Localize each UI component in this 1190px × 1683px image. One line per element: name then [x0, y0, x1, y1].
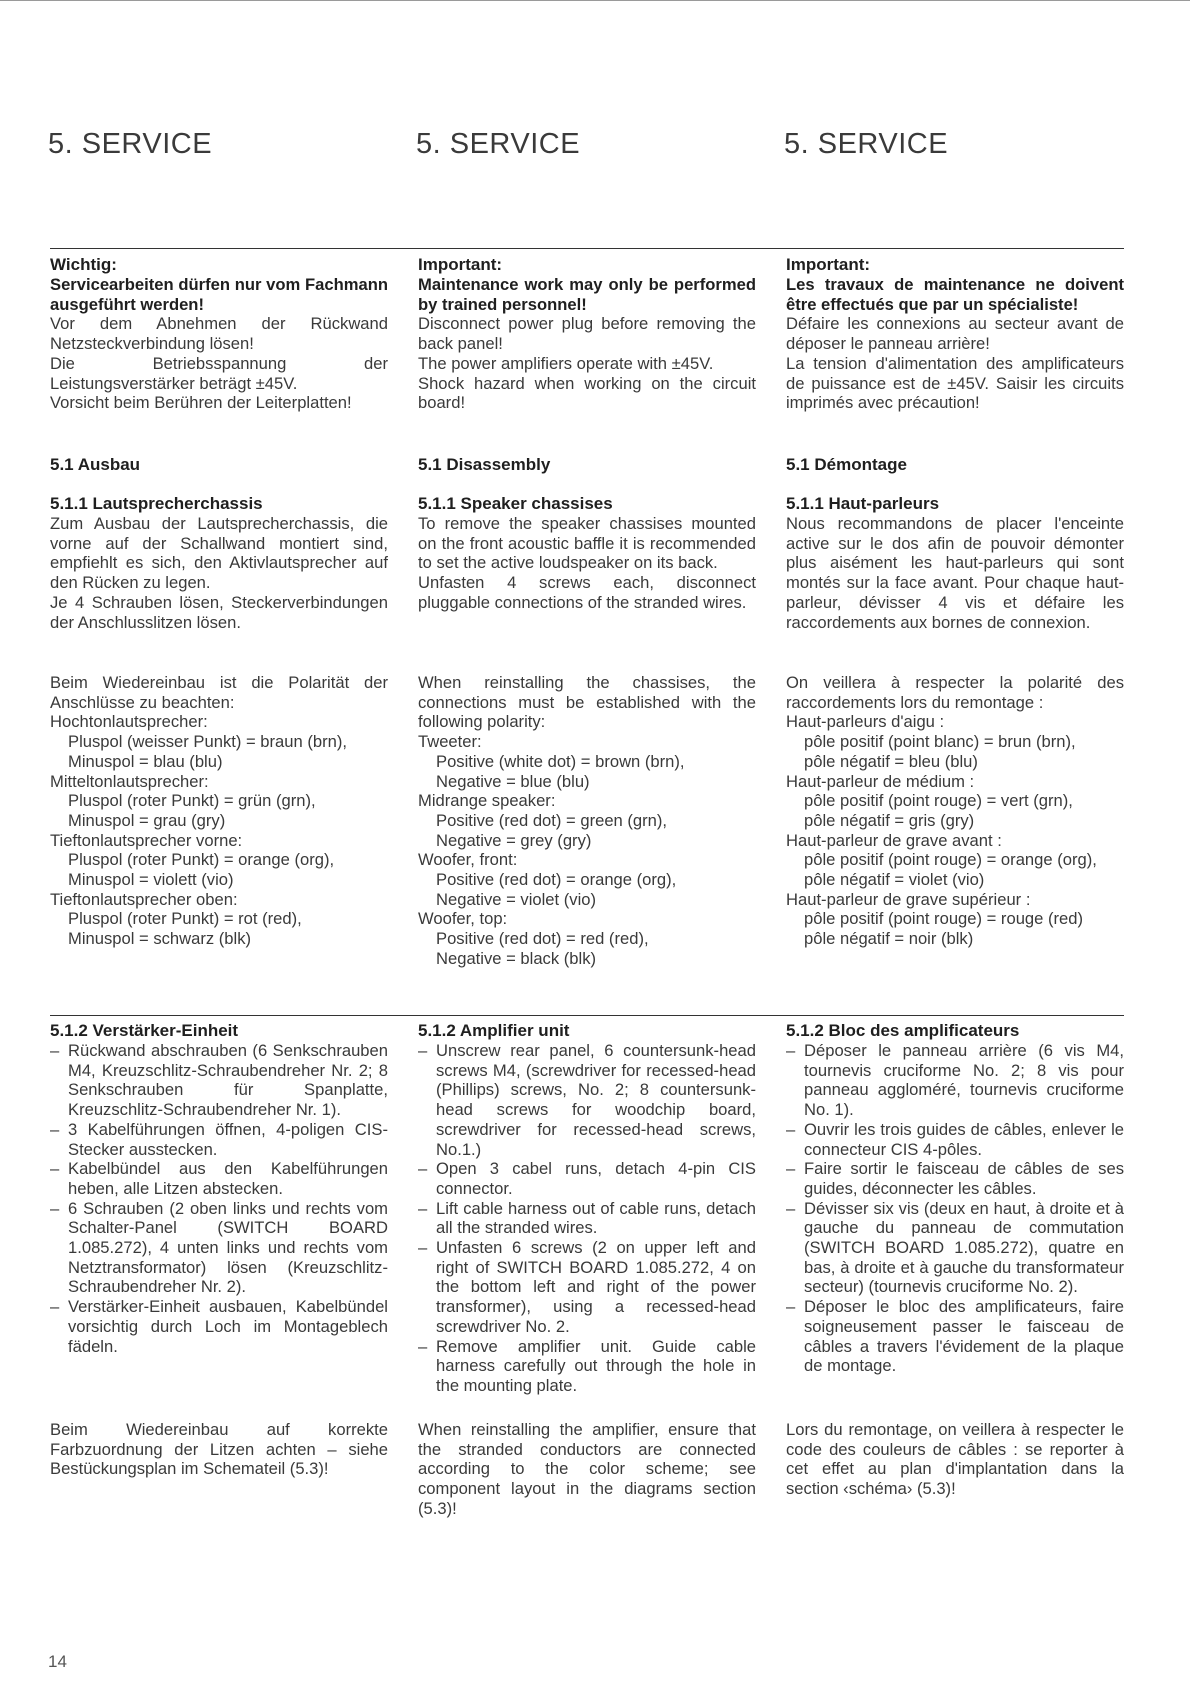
amplifier-block-en	[418, 1021, 756, 1396]
polarity-positive: pôle positif (point rouge) = rouge (red)	[804, 909, 1084, 929]
reinstall-note: Lors du remontage, on veillera à respecter le code des couleurs de câbles : se reporter à cet effet au plan d'implantation dans la section ‹schéma› (5.3)!	[786, 1420, 1124, 1499]
polarity-block-fr	[786, 673, 1124, 949]
step-item: – Verstärker-Einheit ausbauen, Kabelbündel vorsichtig durch Loch im Montageblech fädeln.	[50, 1297, 388, 1356]
polarity-label: Woofer, top:	[418, 909, 508, 929]
step-item: – 3 Kabelführungen öffnen, 4-poligen CIS-Stecker ausstecken.	[50, 1120, 388, 1159]
top-divider	[50, 248, 1124, 249]
polarity-negative: Negative = grey (gry)	[436, 830, 592, 850]
polarity-positive: Positive (red dot) = green (grn),	[436, 810, 668, 830]
important-label: Important:	[418, 255, 503, 274]
section-5-1-2-heading: 5.1.2 Amplifier unit	[418, 1021, 570, 1040]
polarity-intro: Beim Wiedereinbau ist die Polarität der Anschlüsse zu beachten:	[50, 673, 388, 712]
polarity-negative: pôle négatif = violet (vio)	[804, 870, 985, 890]
polarity-label: Haut-parleurs d'aigu :	[786, 712, 945, 732]
polarity-negative: Minuspol = schwarz (blk)	[68, 929, 252, 949]
polarity-label: Haut-parleur de médium :	[786, 771, 975, 791]
steps-list	[418, 1041, 756, 1396]
important-label: Wichtig:	[50, 255, 117, 274]
polarity-positive: Positive (red dot) = red (red),	[436, 929, 649, 949]
section-text: Nous recommandons de placer l'enceinte active sur le dos afin de pouvoir démonter plus aisément les haut-parleurs qui sont montés sur la face avant. Pour chaque haut-parleur, dévisser 4 vis et défaire les raccordements aux bornes de connexion.	[786, 514, 1124, 632]
step-item: – Unfasten 6 screws (2 on upper left and right of SWITCH BOARD 1.085.272, 4 on the bottom left and right of the power transformer), using a recessed-head screwdriver No. 2.	[418, 1238, 756, 1337]
top-border-line	[0, 0, 1190, 1]
step-item: – Open 3 cabel runs, detach 4-pin CIS connector.	[418, 1159, 756, 1198]
step-item: – Remove amplifier unit. Guide cable harness carefully out through the hole in the mounting plate.	[418, 1337, 756, 1396]
step-item: – Kabelbündel aus den Kabelführungen heben, alle Litzen abstecken.	[50, 1159, 388, 1198]
important-text: Vorsicht beim Berühren der Leiterplatten!	[50, 393, 352, 413]
important-warning: Servicearbeiten dürfen nur vom Fachmann ausgeführt werden!	[50, 275, 388, 314]
polarity-negative: Minuspol = blau (blu)	[68, 751, 223, 771]
page-title-en: 5. SERVICE	[416, 128, 581, 160]
section-text: Unfasten 4 screws each, disconnect pluggable connections of the stranded wires.	[418, 573, 756, 612]
polarity-block-de	[50, 673, 388, 949]
polarity-positive: Positive (white dot) = brown (brn),	[436, 751, 685, 771]
polarity-positive: Pluspol (weisser Punkt) = braun (brn),	[68, 732, 347, 752]
important-text: Défaire les connexions au secteur avant de déposer le panneau arrière!	[786, 314, 1124, 354]
amplifier-block-de	[50, 1021, 388, 1356]
important-block-en	[418, 255, 756, 413]
polarity-label: Woofer, front:	[418, 850, 518, 870]
speaker-chassis-block-en	[418, 494, 756, 613]
step-item: – Ouvrir les trois guides de câbles, enlever le connecteur CIS 4-pôles.	[786, 1120, 1124, 1159]
reinstall-note: When reinstalling the amplifier, ensure that the stranded conductors are connected according to the color scheme; see component layout in the diagrams section (5.3)!	[418, 1420, 756, 1518]
page-number: 14	[48, 1652, 67, 1671]
section-5-1-heading: 5.1 Ausbau	[50, 455, 141, 474]
important-warning: Maintenance work may only be performed by trained personnel!	[418, 275, 756, 314]
amplifier-block-fr	[786, 1021, 1124, 1376]
speaker-chassis-block-de	[50, 494, 388, 632]
step-item: – Faire sortir le faisceau de câbles de ses guides, déconnecter les câbles.	[786, 1159, 1124, 1198]
important-block-fr	[786, 255, 1124, 413]
important-text: Vor dem Abnehmen der Rückwand Netzsteckverbindung lösen!	[50, 314, 388, 354]
polarity-negative: Negative = violet (vio)	[436, 889, 597, 909]
polarity-positive: Pluspol (roter Punkt) = rot (red),	[68, 909, 302, 929]
middle-divider	[50, 1015, 1124, 1016]
steps-list	[50, 1041, 388, 1356]
polarity-negative: pôle négatif = noir (blk)	[804, 929, 974, 949]
step-item: – Unscrew rear panel, 6 countersunk-head screws M4, (screwdriver for recessed-head (Phillips) screws, No. 2; 8 countersunk-head screws for woodchip board, screwdriver for recessed-head screws, No.1.)	[418, 1041, 756, 1159]
important-text: Shock hazard when working on the circuit board!	[418, 373, 756, 413]
section-5-1-1-heading: 5.1.1 Haut-parleurs	[786, 494, 940, 513]
section-text: Zum Ausbau der Lautsprecherchassis, die vorne auf der Schallwand montiert sind, empfiehlt es sich, den Aktivlautsprecher auf den Rücken zu legen.	[50, 514, 388, 593]
important-warning: Les travaux de maintenance ne doivent être effectués que par un spécialiste!	[786, 275, 1124, 314]
polarity-negative: Negative = black (blk)	[436, 948, 597, 968]
section-5-1-heading: 5.1 Démontage	[786, 455, 907, 474]
polarity-label: Tieftonlautsprecher vorne:	[50, 830, 243, 850]
polarity-negative: Minuspol = violett (vio)	[68, 870, 234, 890]
speaker-chassis-block-fr	[786, 494, 1124, 632]
polarity-label: Tweeter:	[418, 732, 482, 752]
important-text: Die Betriebsspannung der Leistungsverstärker beträgt ±45V.	[50, 353, 388, 393]
section-5-1-heading: 5.1 Disassembly	[418, 455, 551, 474]
section-5-1-1-heading: 5.1.1 Lautsprecherchassis	[50, 494, 263, 513]
polarity-intro: When reinstalling the chassises, the connections must be established with the following polarity:	[418, 673, 756, 732]
polarity-label: Haut-parleur de grave supérieur :	[786, 889, 1031, 909]
polarity-negative: pôle négatif = bleu (blu)	[804, 751, 978, 771]
polarity-positive: Pluspol (roter Punkt) = orange (org),	[68, 850, 335, 870]
polarity-positive: Pluspol (roter Punkt) = grün (grn),	[68, 791, 316, 811]
steps-list	[786, 1041, 1124, 1376]
polarity-negative: Minuspol = grau (gry)	[68, 810, 226, 830]
polarity-intro: On veillera à respecter la polarité des raccordements lors du remontage :	[786, 673, 1124, 712]
polarity-label: Mitteltonlautsprecher:	[50, 771, 209, 791]
step-item: – 6 Schrauben (2 oben links und rechts vom Schalter-Panel (SWITCH BOARD 1.085.272), 4 unten links und rechts vom Netztransformator) lösen (Kreuzschlitz-Schraubendreher Nr. 2).	[50, 1199, 388, 1298]
section-5-1-2-heading: 5.1.2 Bloc des amplificateurs	[786, 1021, 1020, 1040]
polarity-negative: Negative = blue (blu)	[436, 771, 590, 791]
polarity-positive: Positive (red dot) = orange (org),	[436, 870, 677, 890]
important-label: Important:	[786, 255, 871, 274]
polarity-positive: pôle positif (point blanc) = brun (brn),	[804, 732, 1076, 752]
polarity-block-en	[418, 673, 756, 969]
step-item: – Lift cable harness out of cable runs, detach all the stranded wires.	[418, 1199, 756, 1238]
polarity-negative: pôle négatif = gris (gry)	[804, 810, 975, 830]
important-text: Disconnect power plug before removing the back panel!	[418, 314, 756, 354]
step-item: – Déposer le bloc des amplificateurs, faire soigneusement passer le faisceau de câbles a travers l'évidement de la plaque de montage.	[786, 1297, 1124, 1376]
important-text: La tension d'alimentation des amplificateurs de puissance est de ±45V. Saisir les circuits imprimés avec précaution!	[786, 353, 1124, 413]
polarity-label: Midrange speaker:	[418, 791, 556, 811]
section-5-1-2-heading: 5.1.2 Verstärker-Einheit	[50, 1021, 239, 1040]
step-item: – Dévisser six vis (deux en haut, à droite et à gauche du panneau de commutation (SWITCH BOARD 1.085.272), quatre en bas, à droite et à gauche du transformateur secteur) (tournevis cruciforme No. 2).	[786, 1199, 1124, 1298]
page-title-de: 5. SERVICE	[48, 128, 213, 160]
polarity-positive: pôle positif (point rouge) = vert (grn),	[804, 791, 1073, 811]
important-block-de	[50, 255, 388, 413]
polarity-label: Haut-parleur de grave avant :	[786, 830, 1002, 850]
section-text: Je 4 Schrauben lösen, Steckerverbindungen der Anschlusslitzen lösen.	[50, 592, 388, 632]
important-text: The power amplifiers operate with ±45V.	[418, 353, 714, 373]
page-title-fr: 5. SERVICE	[784, 128, 949, 160]
reinstall-note: Beim Wiedereinbau auf korrekte Farbzuordnung der Litzen achten – siehe Bestückungsplan im Schemateil (5.3)!	[50, 1420, 388, 1479]
polarity-label: Hochtonlautsprecher:	[50, 712, 208, 732]
polarity-positive: pôle positif (point rouge) = orange (org),	[804, 850, 1097, 870]
polarity-label: Tieftonlautsprecher oben:	[50, 889, 238, 909]
section-text: To remove the speaker chassises mounted on the front acoustic baffle it is recommended to set the active loudspeaker on its back.	[418, 514, 756, 573]
section-5-1-1-heading: 5.1.1 Speaker chassises	[418, 494, 613, 513]
step-item: – Déposer le panneau arrière (6 vis M4, tournevis cruciforme No. 2; 8 vis pour panneau aggloméré, tournevis cruciforme No. 1).	[786, 1041, 1124, 1120]
step-item: – Rückwand abschrauben (6 Senkschrauben M4, Kreuzschlitz-Schraubendreher Nr. 2; 8 Senkschrauben für Spanplatte, Kreuzschlitz-Schraubendreher Nr. 1).	[50, 1041, 388, 1120]
